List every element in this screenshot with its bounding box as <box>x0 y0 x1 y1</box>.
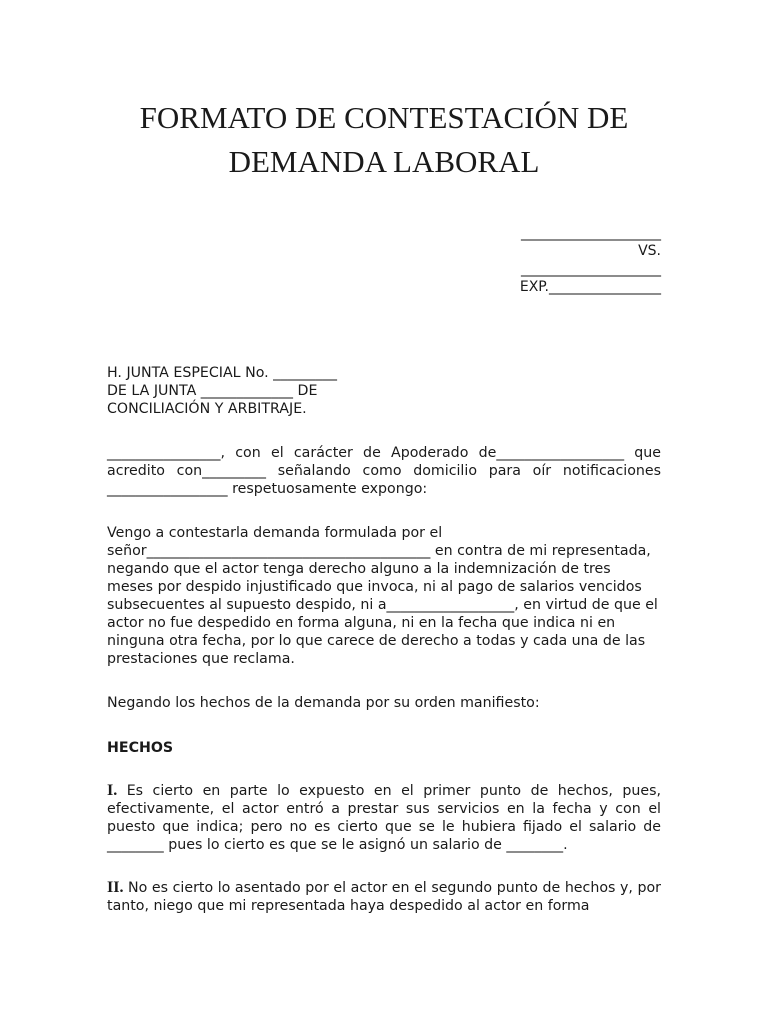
caption-blank-top: ____________________ <box>521 225 661 241</box>
paragraph-contestacion: Vengo a contestarla demanda formulada por el señor________________________________________ en contra de mi representada, negando que el actor tenga derecho alguno a la indemnización de tres meses por despido injustificado que invoca, ni al pago de salarios vencidos subsecuentes al supuesto despido, ni a__________________, en virtud de que el actor no fue despedido en forma alguna, ni en la fecha que indica ni en ninguna otra fecha, por lo que carece de derecho a todas y cada una de las prestaciones que reclama. <box>107 525 658 667</box>
address-line-1: H. JUNTA ESPECIAL No. _________ <box>107 365 338 381</box>
document-body <box>107 364 661 915</box>
section-heading-hechos: HECHOS <box>107 740 174 756</box>
hecho-2-text: No es cierto lo asentado por el actor en el segundo punto de hechos y, por tanto, niego que mi representada haya despedido al actor en forma <box>107 880 661 914</box>
caption-blank-mid: ____________________ <box>521 261 661 277</box>
address-line-3: CONCILIACIÓN Y ARBITRAJE. <box>107 401 307 417</box>
title-line-2: DEMANDA LABORAL <box>228 144 540 179</box>
hecho-1-text: Es cierto en parte lo expuesto en el primer punto de hechos, pues, efectivamente, el actor entró a prestar sus servicios en la fecha y con el puesto que indica; pero no es cierto que se le hubiera fijado el salario de ________ pues lo cierto es que se le asignó un salario de ________. <box>107 783 661 853</box>
caption-vs: VS. <box>638 243 661 259</box>
paragraph-negando: Negando los hechos de la demanda por su orden manifiesto: <box>107 695 540 711</box>
paragraph-hecho-1 <box>107 782 661 854</box>
title-line-1: FORMATO DE CONTESTACIÓN DE <box>139 100 629 135</box>
address-line-2: DE LA JUNTA _____________ DE <box>107 383 318 399</box>
paragraph-apoderado: ________________, con el carácter de Apoderado de__________________ que acredito con_________ señalando como domicilio para oír notificaciones _________________ respetuosamente expongo: <box>107 445 661 497</box>
hecho-1-number: I. <box>107 782 118 799</box>
case-caption <box>478 224 661 296</box>
address-block <box>107 364 661 418</box>
hecho-2-number: II. <box>107 879 124 896</box>
paragraph-hecho-2 <box>107 879 661 915</box>
caption-exp: EXP.________________ <box>519 279 661 295</box>
document-title <box>0 96 768 184</box>
